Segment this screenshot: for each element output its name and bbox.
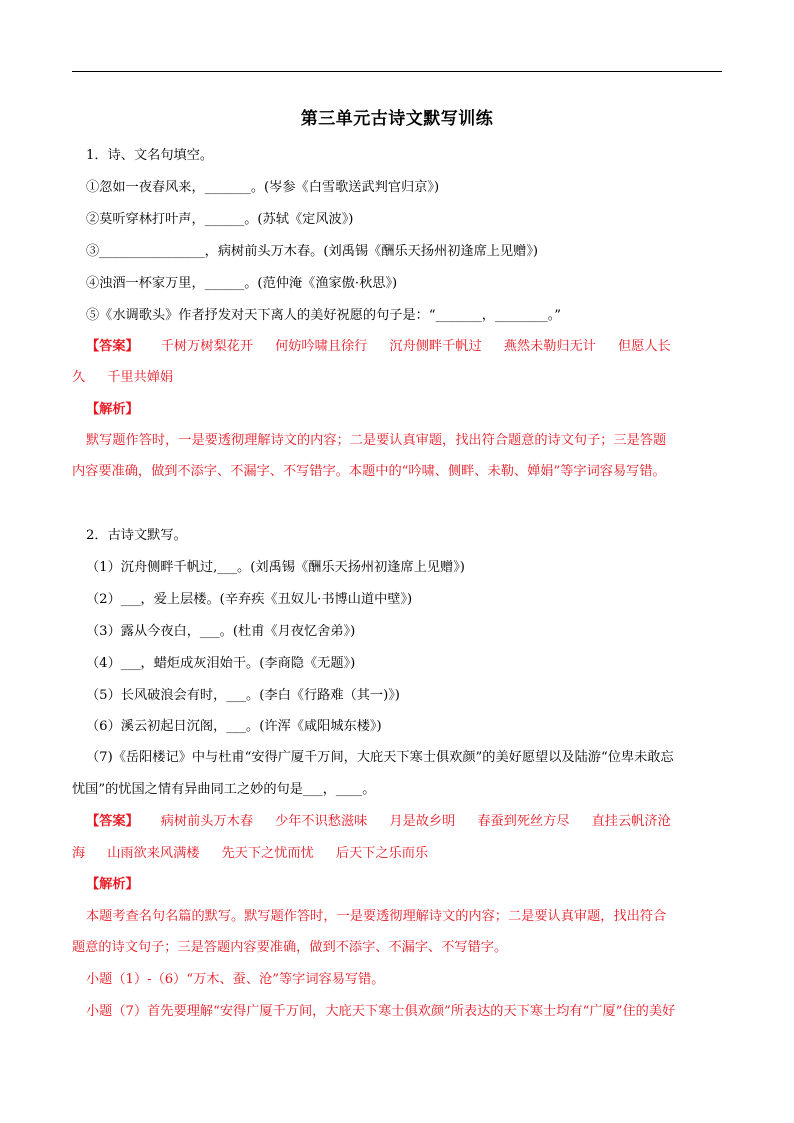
q2-analysis-text: 题意的诗文句子；三是答题内容要准确，做到不添字、不漏字、不写错字。 bbox=[72, 940, 508, 955]
q2-analysis-label: 【解析】 bbox=[86, 877, 139, 892]
q2-item: （5）长风破浪会有时，___。(李白《行路难（其一)》) bbox=[86, 688, 400, 703]
q2-item: （1）沉舟侧畔千帆过,___。(刘禹锡《酬乐天扬州初逢席上见赠》) bbox=[86, 560, 465, 575]
q1-item: ③________________，病树前头万木春。(刘禹锡《酬乐天扬州初逢席上见赠》) bbox=[86, 244, 539, 259]
q2-analysis-text: 本题考查名句名篇的默写。默写题作答时，一是要透彻理解诗文的内容；二是要认真审题，找出符合 bbox=[86, 909, 667, 924]
answer-item: 后天下之乐而乐 bbox=[335, 846, 429, 861]
answer-item: 月是故乡明 bbox=[389, 814, 456, 829]
answer-item: 久 bbox=[72, 370, 86, 385]
answer-item: 何妨吟啸且徐行 bbox=[275, 339, 368, 354]
q2-answer-line-cont bbox=[72, 846, 708, 862]
answer-item: 少年不识愁滋味 bbox=[275, 814, 368, 829]
answer-label: 【答案】 bbox=[86, 814, 139, 829]
header-rule bbox=[72, 71, 722, 72]
answer-item: 燕然未勒归无计 bbox=[503, 339, 596, 354]
answer-item: 千树万树梨花开 bbox=[160, 339, 254, 354]
q2-analysis-text: 小题（7）首先要理解“安得广厦千万间，大庇天下寒士俱欢颜”所表达的天下寒士均有“广厦”住的美好 bbox=[86, 1004, 676, 1019]
q1-analysis-text: 默写题作答时，一是要透彻理解诗文的内容；二是要认真审题，找出符合题意的诗文句子；三是答题 bbox=[86, 433, 667, 448]
answer-item: 直挂云帆济沧 bbox=[591, 814, 671, 829]
answer-item: 病树前头万木春 bbox=[160, 814, 254, 829]
q2-item: （6）溪云初起日沉阁，___。(许浑《咸阳城东楼》) bbox=[86, 719, 382, 734]
q1-analysis-text: 内容要准确，做到不添字、不漏字、不写错字。本题中的“吟啸、侧畔、未勒、婵娟”等字词容易写错。 bbox=[72, 464, 666, 479]
q1-stem: 1．诗、文名句填空。 bbox=[86, 148, 214, 163]
q1-item: ①忽如一夜春风来，_______。(岑参《白雪歌送武判官归京》) bbox=[86, 180, 440, 195]
q2-answer-line bbox=[86, 814, 722, 830]
answer-item: 先天下之忧而忧 bbox=[221, 846, 314, 861]
q2-item: （3）露从今夜白，___。(杜甫《月夜忆舍弟》) bbox=[86, 624, 356, 639]
q2-analysis-text: 小题（1）-（6）“万木、蚕、沧”等字词容易写错。 bbox=[86, 972, 385, 987]
q1-item: ④浊酒一杯家万里，______。(范仲淹《渔家傲·秋思》) bbox=[86, 276, 398, 291]
q2-stem: 2．古诗文默写。 bbox=[86, 528, 187, 543]
answer-label: 【答案】 bbox=[86, 339, 139, 354]
q2-item: （4）___，蜡炬成灰泪始干。(李商隐《无题》) bbox=[86, 656, 356, 671]
answer-item: 千里共婵娟 bbox=[107, 370, 174, 385]
page-title: 第三单元古诗文默写训练 bbox=[300, 109, 494, 129]
q1-answer-line-cont bbox=[72, 370, 708, 386]
q2-item: 忧国”的忧国之情有异曲同工之妙的句是___，____。 bbox=[72, 782, 376, 797]
answer-item: 海 bbox=[72, 846, 86, 861]
answer-item: 但愿人长 bbox=[618, 339, 671, 354]
q1-answer-line bbox=[86, 339, 722, 355]
answer-item: 沉舟侧畔千帆过 bbox=[389, 339, 482, 354]
q1-item: ⑤《水调歌头》作者抒发对天下离人的美好祝愿的句子是：“_______，________。” bbox=[86, 308, 562, 323]
answer-item: 山雨欲来风满楼 bbox=[107, 846, 200, 861]
q2-item: （7)《岳阳楼记》中与杜甫“安得广厦千万间，大庇天下寒士俱欢颜”的美好愿望以及陆游“位卑未敢忘 bbox=[86, 750, 674, 765]
answer-item: 春蚕到死丝方尽 bbox=[477, 814, 570, 829]
q1-item: ②莫听穿林打叶声，______。(苏轼《定风波》) bbox=[86, 212, 354, 227]
q2-item: （2）___，爱上层楼。(辛弃疾《丑奴儿·书博山道中壁》) bbox=[86, 592, 413, 607]
q1-analysis-label: 【解析】 bbox=[86, 402, 139, 417]
